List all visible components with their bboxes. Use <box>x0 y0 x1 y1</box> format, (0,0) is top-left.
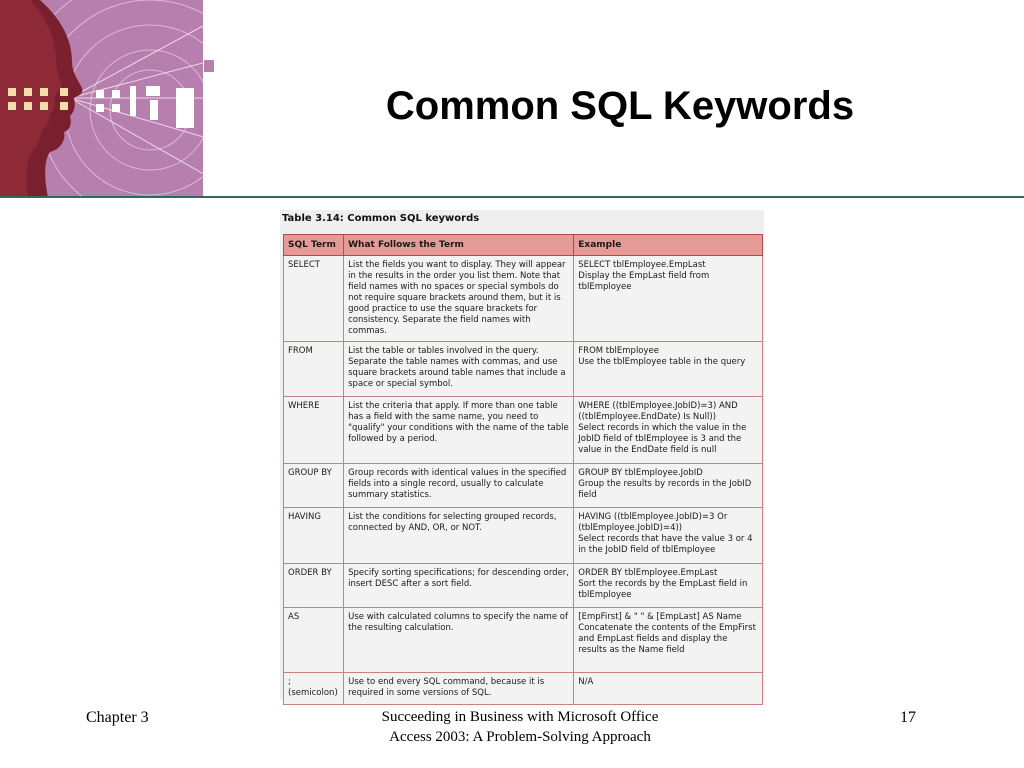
example-code: [EmpFirst] & " " & [EmpLast] AS Name <box>578 612 742 622</box>
table-row <box>284 608 763 673</box>
follows-cell: Use to end every SQL command, because it is required in some versions of SQL. <box>344 673 574 705</box>
example-cell <box>574 464 763 508</box>
sql-term-cell: AS <box>284 608 344 673</box>
example-cell <box>574 342 763 397</box>
follows-cell: List the conditions for selecting grouped records, connected by AND, OR, or NOT. <box>344 508 574 564</box>
example-code: FROM tblEmployee <box>578 346 659 356</box>
example-code: SELECT tblEmployee.EmpLast <box>578 260 706 270</box>
follows-cell: Specify sorting specifications; for descending order, insert DESC after a sort field. <box>344 564 574 608</box>
column-header-example: Example <box>574 235 763 256</box>
example-cell <box>574 564 763 608</box>
example-code: WHERE ((tblEmployee.JobID)=3) AND ((tblEmployee.EndDate) Is Null)) <box>578 401 738 422</box>
footer-book-title <box>330 707 710 747</box>
example-description: Select records in which the value in the JobID field of tblEmployee is 3 and the value in the EndDate field is null <box>578 423 747 455</box>
table-row <box>284 508 763 564</box>
example-cell <box>574 256 763 342</box>
sql-term-cell: HAVING <box>284 508 344 564</box>
example-description: Group the results by records in the JobID field <box>578 479 752 500</box>
sql-term-cell: SELECT <box>284 256 344 342</box>
footer-chapter: Chapter 3 <box>86 709 149 726</box>
table-row <box>284 564 763 608</box>
example-description: Display the EmpLast field from tblEmployee <box>578 271 710 292</box>
slide-title: Common SQL Keywords <box>385 84 855 128</box>
example-cell <box>574 608 763 673</box>
sql-term-cell: GROUP BY <box>284 464 344 508</box>
example-code: N/A <box>578 677 594 687</box>
column-header-sql-term: SQL Term <box>284 235 344 256</box>
sql-term-cell: ORDER BY <box>284 564 344 608</box>
header-decorative-image <box>0 0 214 197</box>
follows-cell: List the criteria that apply. If more than one table has a field with the same name, you need to "qualify" your conditions with the name of the table followed by a period. <box>344 397 574 464</box>
table-row <box>284 256 763 342</box>
example-code: GROUP BY tblEmployee.JobID <box>578 468 703 478</box>
header-divider <box>0 196 1024 198</box>
table-row <box>284 464 763 508</box>
sql-term-cell: ; (semicolon) <box>284 673 344 705</box>
follows-cell: Group records with identical values in the specified fields into a single record, usually to calculate summary statistics. <box>344 464 574 508</box>
follows-cell: List the table or tables involved in the query. Separate the table names with commas, and use square brackets around table names that include a space or special symbol. <box>344 342 574 397</box>
sql-keywords-table <box>283 234 763 705</box>
example-description: Concatenate the contents of the EmpFirst and EmpLast fields and display the results as the Name field <box>578 623 756 655</box>
column-header-what-follows: What Follows the Term <box>344 235 574 256</box>
example-description: Use the tblEmployee table in the query <box>578 357 746 367</box>
sql-term-cell: WHERE <box>284 397 344 464</box>
example-code: HAVING ((tblEmployee.JobID)=3 Or (tblEmployee.JobID)=4)) <box>578 512 728 533</box>
table-caption: Table 3.14: Common SQL keywords <box>282 213 480 224</box>
table-row <box>284 342 763 397</box>
example-description: Sort the records by the EmpLast field in tblEmployee <box>578 579 748 600</box>
table-row <box>284 673 763 705</box>
footer-page-number: 17 <box>900 709 916 726</box>
example-code: ORDER BY tblEmployee.EmpLast <box>578 568 718 578</box>
footer-book-line-1: Succeeding in Business with Microsoft Office <box>381 709 659 725</box>
footer-book-line-2: Access 2003: A Problem-Solving Approach <box>389 729 651 745</box>
sql-term-cell: FROM <box>284 342 344 397</box>
table-row <box>284 397 763 464</box>
profile-head-illustration <box>0 0 214 197</box>
follows-cell: List the fields you want to display. They will appear in the results in the order you list them. Note that field names with no spaces or special symbols do not require square brackets around them, but it is good practice to use the square brackets for consistency. Separate the field names with commas. <box>344 256 574 342</box>
example-cell <box>574 673 763 705</box>
example-cell <box>574 508 763 564</box>
example-cell <box>574 397 763 464</box>
sql-keywords-table-figure <box>280 210 764 700</box>
table-header-row <box>284 235 763 256</box>
example-description: Select records that have the value 3 or 4 in the JobID field of tblEmployee <box>578 534 753 555</box>
follows-cell: Use with calculated columns to specify the name of the resulting calculation. <box>344 608 574 673</box>
